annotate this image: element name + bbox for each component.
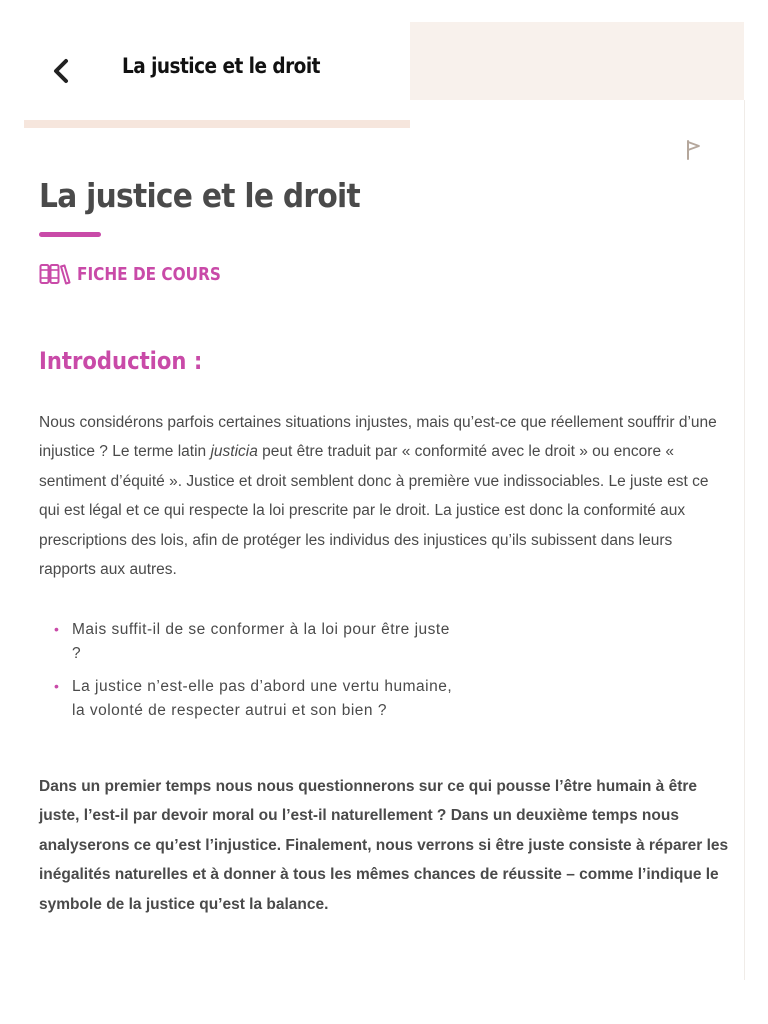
list-item: • La justice n’est-elle pas d’abord une vertu humaine, la volonté de respecter autrui et son bien ? bbox=[39, 675, 459, 722]
latin-term: justicia bbox=[210, 443, 258, 461]
category-label: FICHE DE COURS bbox=[77, 263, 221, 285]
list-item: • Mais suffit-il de se conformer à la loi pour être juste ? bbox=[39, 618, 459, 665]
flag-icon bbox=[684, 139, 704, 161]
introduction-paragraph bbox=[39, 408, 729, 584]
introduction-heading: Introduction : bbox=[39, 347, 203, 375]
header-title: La justice et le droit bbox=[122, 54, 320, 78]
side-panel-background bbox=[410, 22, 744, 100]
report-flag-button[interactable] bbox=[680, 136, 708, 164]
title-underline bbox=[39, 232, 101, 237]
category-badge bbox=[39, 262, 246, 286]
books-icon bbox=[39, 262, 71, 286]
back-button[interactable] bbox=[40, 50, 82, 92]
chevron-left-icon bbox=[50, 58, 72, 84]
intro-text-part: Nous considérons parfois certaines situations injustes, mais qu’est-ce que réellement souffrir d’une injustice ? Le terme latin bbox=[39, 414, 717, 461]
header-accent-bar bbox=[24, 120, 410, 128]
intro-text-part: peut être traduit par « conformité avec le droit » ou encore « sentiment d’équité ». Justice et droit semblent donc à première vue indissociables. Le juste est ce qui est légal et ce qui respecte la loi prescrite par le droit. La justice est donc la conformité aux prescriptions des lois, afin de protéger les individus des injustices qu’ils subissent dans leurs rapports aux autres. bbox=[39, 443, 709, 579]
plan-paragraph: Dans un premier temps nous nous questionnerons sur ce qui pousse l’être humain à être juste, l’est-il par devoir moral ou l’est-il naturellement ? Dans un deuxième temps nous analyserons ce qu’est l’injustice. Finalement, nous verrons si être juste consiste à réparer les inégalités naturelles et à donner à tous les mêmes chances de réussite – comme l’indique le symbole de la justice qu’est la balance. bbox=[39, 778, 729, 913]
page-title: La justice et le droit bbox=[39, 176, 360, 215]
questions-list bbox=[39, 618, 459, 732]
